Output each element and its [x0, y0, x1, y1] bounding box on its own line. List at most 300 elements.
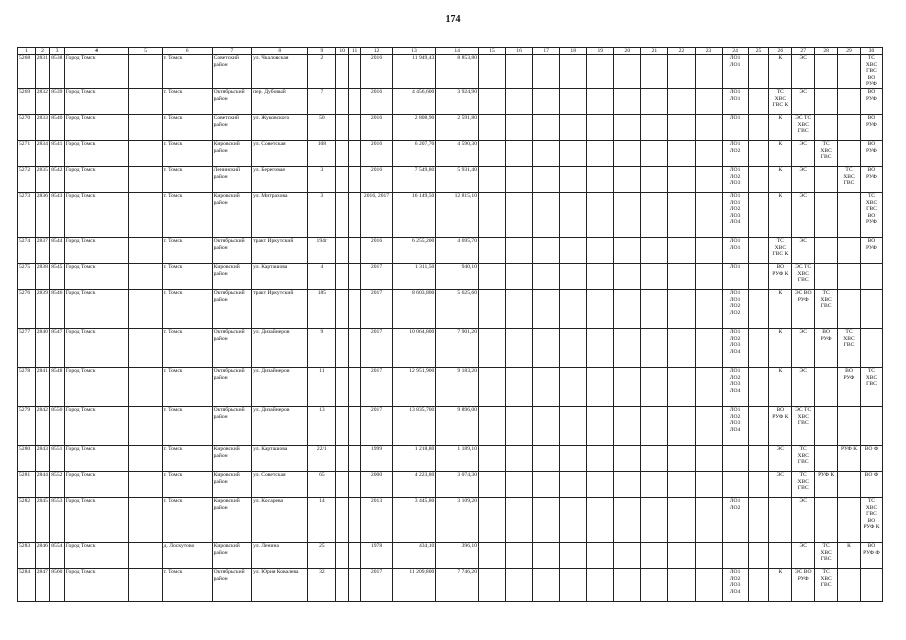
- cell-col-4: Город Томск: [64, 114, 129, 140]
- cell-col-5: [129, 237, 162, 263]
- cell-col-5: [129, 192, 162, 237]
- cell-col-9: 4: [308, 263, 336, 289]
- column-number-18: 18: [560, 48, 587, 55]
- cell-col-11: [348, 192, 360, 237]
- cell-col-22: [668, 88, 695, 114]
- cell-col-17: [533, 471, 560, 497]
- cell-col-9: 22/1: [308, 445, 336, 471]
- cell-col-27: ЭС ТС ХВС ГВС: [792, 114, 815, 140]
- cell-col-11: [348, 445, 360, 471]
- cell-col-25: [748, 166, 769, 192]
- cell-col-28: [815, 263, 838, 289]
- column-number-24: 24: [722, 48, 748, 55]
- cell-col-29: РУФ К: [838, 445, 861, 471]
- cell-col-11: [348, 88, 360, 114]
- column-number-12: 12: [361, 48, 392, 55]
- cell-col-16: [506, 471, 533, 497]
- cell-col-1: 5283: [18, 542, 36, 568]
- cell-col-18: [560, 88, 587, 114]
- cell-col-28: [815, 367, 838, 406]
- cell-col-6: г. Томск: [162, 568, 212, 601]
- cell-col-18: [560, 542, 587, 568]
- cell-col-24: ЛО1 ЛО2 ЛО3 ЛО4: [722, 406, 748, 445]
- cell-col-8: ул. Советская: [252, 471, 308, 497]
- cell-col-23: [695, 55, 722, 89]
- cell-col-20: [614, 367, 641, 406]
- cell-col-23: [695, 471, 722, 497]
- cell-col-12: 2017: [361, 406, 392, 445]
- column-number-17: 17: [533, 48, 560, 55]
- cell-col-9: 108: [308, 140, 336, 166]
- table-row: [18, 114, 883, 140]
- cell-col-20: [614, 263, 641, 289]
- table-row: [18, 192, 883, 237]
- cell-col-20: [614, 471, 641, 497]
- cell-col-21: [641, 166, 668, 192]
- cell-col-14: 940,10: [436, 263, 479, 289]
- cell-col-14: 4 695,70: [436, 237, 479, 263]
- cell-col-23: [695, 140, 722, 166]
- cell-col-13: 11 209,800: [392, 568, 436, 601]
- cell-col-27: ЭС: [792, 88, 815, 114]
- cell-col-8: ул. Жуковского: [252, 114, 308, 140]
- cell-col-25: [748, 471, 769, 497]
- cell-col-17: [533, 192, 560, 237]
- cell-col-5: [129, 406, 162, 445]
- cell-col-30: ТС ХВС ГВС ВО РУФ: [860, 192, 882, 237]
- cell-col-18: [560, 166, 587, 192]
- cell-col-19: [587, 140, 614, 166]
- cell-col-23: [695, 406, 722, 445]
- cell-col-28: ТС ХВС ГВС: [815, 568, 838, 601]
- cell-col-14: 2 591,80: [436, 114, 479, 140]
- cell-col-3: 8552: [50, 471, 65, 497]
- cell-col-7: Кировский район: [212, 497, 252, 542]
- cell-col-9: 11: [308, 367, 336, 406]
- cell-col-1: 5272: [18, 166, 36, 192]
- cell-col-21: [641, 542, 668, 568]
- cell-col-15: [479, 263, 506, 289]
- cell-col-3: 8539: [50, 88, 65, 114]
- cell-col-24: ЛО1 ЛО2 ЛО3 ЛО4: [722, 328, 748, 367]
- cell-col-30: ВО РУФ: [860, 88, 882, 114]
- cell-col-17: [533, 497, 560, 542]
- cell-col-4: Город Томск: [64, 367, 129, 406]
- cell-col-4: Город Томск: [64, 166, 129, 192]
- cell-col-24: ЛО1 ЛО1: [722, 88, 748, 114]
- column-number-1: 1: [18, 48, 36, 55]
- cell-col-19: [587, 88, 614, 114]
- cell-col-10: [336, 289, 348, 328]
- cell-col-10: [336, 88, 348, 114]
- cell-col-11: [348, 237, 360, 263]
- cell-col-1: 5268: [18, 55, 36, 89]
- cell-col-17: [533, 140, 560, 166]
- cell-col-6: г. Томск: [162, 166, 212, 192]
- cell-col-10: [336, 542, 348, 568]
- cell-col-20: [614, 192, 641, 237]
- table-row: [18, 263, 883, 289]
- cell-col-20: [614, 140, 641, 166]
- table-row: [18, 497, 883, 542]
- cell-col-20: [614, 406, 641, 445]
- cell-col-13: 12 951,900: [392, 367, 436, 406]
- cell-col-23: [695, 289, 722, 328]
- cell-col-13: 4 223,80: [392, 471, 436, 497]
- column-number-8: 8: [252, 48, 308, 55]
- cell-col-8: ул. Дизайнеров: [252, 406, 308, 445]
- cell-col-16: [506, 88, 533, 114]
- cell-col-2: 2838: [35, 263, 50, 289]
- register-table: [17, 47, 883, 602]
- cell-col-15: [479, 497, 506, 542]
- cell-col-27: ЭС ТС ХВС ГВС: [792, 406, 815, 445]
- cell-col-18: [560, 114, 587, 140]
- cell-col-22: [668, 406, 695, 445]
- cell-col-10: [336, 114, 348, 140]
- cell-col-2: 2840: [35, 328, 50, 367]
- cell-col-15: [479, 328, 506, 367]
- cell-col-24: ЛО1 ЛО2: [722, 497, 748, 542]
- cell-col-8: ул. Дизайнеров: [252, 367, 308, 406]
- cell-col-21: [641, 471, 668, 497]
- cell-col-27: ЭС ВО РУФ: [792, 289, 815, 328]
- cell-col-21: [641, 114, 668, 140]
- cell-col-2: 2841: [35, 367, 50, 406]
- cell-col-30: ВО РУФ: [860, 237, 882, 263]
- cell-col-18: [560, 55, 587, 89]
- cell-col-12: 2017: [361, 568, 392, 601]
- cell-col-15: [479, 140, 506, 166]
- cell-col-1: 5278: [18, 367, 36, 406]
- cell-col-30: [860, 289, 882, 328]
- cell-col-4: Город Томск: [64, 406, 129, 445]
- cell-col-6: г. Томск: [162, 289, 212, 328]
- cell-col-13: 3 445,80: [392, 497, 436, 542]
- cell-col-13: 1 218,80: [392, 445, 436, 471]
- cell-col-5: [129, 542, 162, 568]
- cell-col-20: [614, 328, 641, 367]
- column-number-22: 22: [668, 48, 695, 55]
- cell-col-19: [587, 328, 614, 367]
- cell-col-16: [506, 237, 533, 263]
- cell-col-15: [479, 289, 506, 328]
- cell-col-30: ВО РУФ: [860, 114, 882, 140]
- cell-col-21: [641, 497, 668, 542]
- cell-col-2: 2833: [35, 114, 50, 140]
- cell-col-18: [560, 328, 587, 367]
- cell-col-13: 4 456,600: [392, 88, 436, 114]
- cell-col-23: [695, 542, 722, 568]
- cell-col-12: 1999: [361, 445, 392, 471]
- cell-col-18: [560, 367, 587, 406]
- cell-col-12: 2016: [361, 237, 392, 263]
- cell-col-23: [695, 192, 722, 237]
- cell-col-2: 2836: [35, 192, 50, 237]
- cell-col-12: 2016: [361, 55, 392, 89]
- column-number-29: 29: [838, 48, 861, 55]
- cell-col-10: [336, 328, 348, 367]
- cell-col-27: ЭС ВО РУФ: [792, 568, 815, 601]
- cell-col-18: [560, 140, 587, 166]
- cell-col-10: [336, 263, 348, 289]
- column-number-4: 4: [64, 48, 129, 55]
- cell-col-7: Октябрьский район: [212, 568, 252, 601]
- cell-col-5: [129, 263, 162, 289]
- cell-col-14: 3 074,30: [436, 471, 479, 497]
- cell-col-6: д. Лоскутово: [162, 542, 212, 568]
- cell-col-28: [815, 88, 838, 114]
- cell-col-10: [336, 497, 348, 542]
- cell-col-7: Кировский район: [212, 140, 252, 166]
- cell-col-22: [668, 289, 695, 328]
- cell-col-17: [533, 114, 560, 140]
- column-number-5: 5: [129, 48, 162, 55]
- cell-col-4: Город Томск: [64, 542, 129, 568]
- cell-col-28: ТС ХВС ГВС: [815, 140, 838, 166]
- cell-col-22: [668, 114, 695, 140]
- cell-col-22: [668, 166, 695, 192]
- table-row: [18, 289, 883, 328]
- cell-col-13: 6 255,200: [392, 237, 436, 263]
- cell-col-21: [641, 237, 668, 263]
- cell-col-15: [479, 88, 506, 114]
- cell-col-29: ВО РУФ: [838, 367, 861, 406]
- cell-col-1: 5281: [18, 471, 36, 497]
- cell-col-11: [348, 497, 360, 542]
- cell-col-24: ЛО1 ЛО1 ЛО2 ЛО3 ЛО4: [722, 192, 748, 237]
- cell-col-30: ВО Ф: [860, 471, 882, 497]
- cell-col-19: [587, 406, 614, 445]
- cell-col-17: [533, 542, 560, 568]
- cell-col-1: 5274: [18, 237, 36, 263]
- cell-col-17: [533, 406, 560, 445]
- cell-col-29: ТС ХВС ГВС: [838, 166, 861, 192]
- cell-col-25: [748, 367, 769, 406]
- cell-col-5: [129, 289, 162, 328]
- cell-col-16: [506, 328, 533, 367]
- cell-col-6: г. Томск: [162, 471, 212, 497]
- cell-col-29: [838, 55, 861, 89]
- cell-col-6: г. Томск: [162, 237, 212, 263]
- cell-col-8: ул. Юрия Ковалева: [252, 568, 308, 601]
- cell-col-22: [668, 568, 695, 601]
- cell-col-10: [336, 406, 348, 445]
- cell-col-15: [479, 367, 506, 406]
- cell-col-9: 13: [308, 406, 336, 445]
- cell-col-26: ВО РУФ К: [769, 263, 792, 289]
- cell-col-1: 5270: [18, 114, 36, 140]
- cell-col-10: [336, 568, 348, 601]
- cell-col-2: 2844: [35, 471, 50, 497]
- column-number-15: 15: [479, 48, 506, 55]
- cell-col-12: 2016: [361, 114, 392, 140]
- cell-col-6: г. Томск: [162, 114, 212, 140]
- cell-col-21: [641, 263, 668, 289]
- cell-col-8: ул. Береговая: [252, 166, 308, 192]
- cell-col-26: [769, 542, 792, 568]
- cell-col-19: [587, 263, 614, 289]
- cell-col-2: 2846: [35, 542, 50, 568]
- cell-col-26: К: [769, 55, 792, 89]
- cell-col-22: [668, 542, 695, 568]
- cell-col-24: ЛО1 ЛО1: [722, 237, 748, 263]
- cell-col-12: 2017: [361, 328, 392, 367]
- cell-col-11: [348, 406, 360, 445]
- cell-col-22: [668, 237, 695, 263]
- cell-col-6: г. Томск: [162, 88, 212, 114]
- cell-col-1: 5271: [18, 140, 36, 166]
- cell-col-22: [668, 367, 695, 406]
- cell-col-1: 5279: [18, 406, 36, 445]
- cell-col-2: 2837: [35, 237, 50, 263]
- cell-col-24: ЛО1 ЛО2: [722, 140, 748, 166]
- cell-col-3: 8542: [50, 166, 65, 192]
- cell-col-24: ЛО1 ЛО1: [722, 55, 748, 89]
- cell-col-5: [129, 445, 162, 471]
- cell-col-30: ВО Ф: [860, 445, 882, 471]
- cell-col-11: [348, 166, 360, 192]
- cell-col-4: Город Томск: [64, 55, 129, 89]
- cell-col-11: [348, 55, 360, 89]
- cell-col-7: Советский район: [212, 114, 252, 140]
- cell-col-3: 8543: [50, 192, 65, 237]
- cell-col-23: [695, 114, 722, 140]
- cell-col-14: 5 931,40: [436, 166, 479, 192]
- cell-col-5: [129, 88, 162, 114]
- cell-col-30: ВО РУФ: [860, 166, 882, 192]
- cell-col-8: ул. Ленина: [252, 542, 308, 568]
- cell-col-18: [560, 568, 587, 601]
- cell-col-30: [860, 568, 882, 601]
- cell-col-19: [587, 471, 614, 497]
- cell-col-18: [560, 471, 587, 497]
- cell-col-22: [668, 445, 695, 471]
- cell-col-9: 14: [308, 497, 336, 542]
- cell-col-9: 185: [308, 289, 336, 328]
- cell-col-14: 9 183,20: [436, 367, 479, 406]
- cell-col-4: Город Томск: [64, 497, 129, 542]
- cell-col-23: [695, 88, 722, 114]
- cell-col-9: 3: [308, 192, 336, 237]
- cell-col-17: [533, 88, 560, 114]
- cell-col-16: [506, 166, 533, 192]
- cell-col-2: 2847: [35, 568, 50, 601]
- cell-col-14: 396,10: [436, 542, 479, 568]
- table-row: [18, 55, 883, 89]
- cell-col-21: [641, 406, 668, 445]
- cell-col-10: [336, 192, 348, 237]
- cell-col-3: 8540: [50, 114, 65, 140]
- cell-col-3: 8546: [50, 289, 65, 328]
- cell-col-18: [560, 192, 587, 237]
- cell-col-3: 8541: [50, 140, 65, 166]
- cell-col-4: Город Томск: [64, 263, 129, 289]
- cell-col-4: Город Томск: [64, 237, 129, 263]
- column-number-20: 20: [614, 48, 641, 55]
- cell-col-26: К: [769, 192, 792, 237]
- cell-col-7: Советский район: [212, 55, 252, 89]
- cell-col-14: 7 746,20: [436, 568, 479, 601]
- cell-col-4: Город Томск: [64, 140, 129, 166]
- cell-col-16: [506, 55, 533, 89]
- cell-col-22: [668, 263, 695, 289]
- cell-col-9: 32: [308, 568, 336, 601]
- cell-col-23: [695, 568, 722, 601]
- cell-col-13: 16 149,50: [392, 192, 436, 237]
- cell-col-15: [479, 568, 506, 601]
- cell-col-14: 7 901,20: [436, 328, 479, 367]
- cell-col-29: [838, 497, 861, 542]
- cell-col-27: ЭС: [792, 328, 815, 367]
- cell-col-24: ЛО1 ЛО2 ЛО3 ЛО4: [722, 568, 748, 601]
- cell-col-18: [560, 237, 587, 263]
- cell-col-7: Октябрьский район: [212, 406, 252, 445]
- cell-col-6: г. Томск: [162, 55, 212, 89]
- cell-col-15: [479, 445, 506, 471]
- table-row: [18, 140, 883, 166]
- cell-col-12: 2013: [361, 497, 392, 542]
- cell-col-27: ЭС: [792, 166, 815, 192]
- cell-col-23: [695, 445, 722, 471]
- cell-col-5: [129, 166, 162, 192]
- column-number-23: 23: [695, 48, 722, 55]
- cell-col-12: 2016: [361, 140, 392, 166]
- cell-col-7: Октябрьский район: [212, 328, 252, 367]
- cell-col-26: ЭС: [769, 471, 792, 497]
- cell-col-1: 5280: [18, 445, 36, 471]
- cell-col-20: [614, 237, 641, 263]
- cell-col-2: 2831: [35, 55, 50, 89]
- cell-col-23: [695, 367, 722, 406]
- cell-col-16: [506, 140, 533, 166]
- cell-col-28: ТС ХВС ГВС: [815, 289, 838, 328]
- cell-col-15: [479, 166, 506, 192]
- cell-col-19: [587, 289, 614, 328]
- cell-col-19: [587, 55, 614, 89]
- cell-col-7: Октябрьский район: [212, 367, 252, 406]
- column-number-25: 25: [748, 48, 769, 55]
- cell-col-13: 10 064,800: [392, 328, 436, 367]
- cell-col-8: пер. Дубовый: [252, 88, 308, 114]
- cell-col-8: ул. Советская: [252, 140, 308, 166]
- cell-col-4: Город Томск: [64, 445, 129, 471]
- cell-col-14: 3 109,20: [436, 497, 479, 542]
- column-number-27: 27: [792, 48, 815, 55]
- cell-col-26: [769, 497, 792, 542]
- cell-col-7: Кировский район: [212, 192, 252, 237]
- cell-col-12: 2016: [361, 88, 392, 114]
- cell-col-10: [336, 367, 348, 406]
- cell-col-7: Октябрьский район: [212, 88, 252, 114]
- cell-col-22: [668, 328, 695, 367]
- cell-col-17: [533, 289, 560, 328]
- cell-col-17: [533, 568, 560, 601]
- cell-col-13: 2 808,90: [392, 114, 436, 140]
- cell-col-27: ЭС: [792, 192, 815, 237]
- cell-col-29: ТС ХВС ГВС: [838, 328, 861, 367]
- column-number-30: 30: [860, 48, 882, 55]
- cell-col-16: [506, 263, 533, 289]
- cell-col-10: [336, 55, 348, 89]
- cell-col-29: [838, 471, 861, 497]
- cell-col-14: 3 924,90: [436, 88, 479, 114]
- column-number-19: 19: [587, 48, 614, 55]
- cell-col-2: 2832: [35, 88, 50, 114]
- cell-col-21: [641, 328, 668, 367]
- cell-col-27: ТС ХВС ГВС: [792, 471, 815, 497]
- column-number-6: 6: [162, 48, 212, 55]
